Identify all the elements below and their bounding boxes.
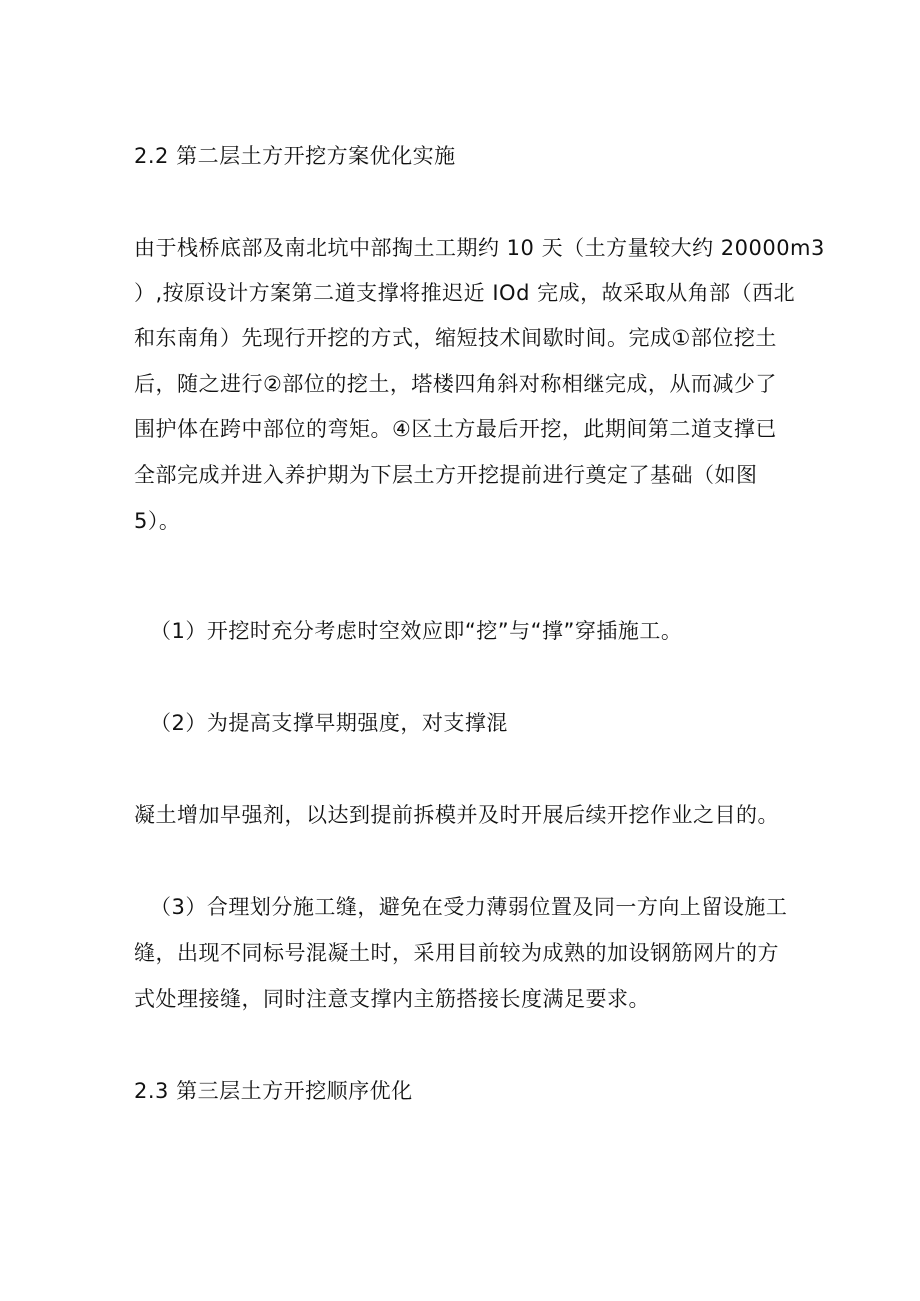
- list-item-3-line: 缝，出现不同标号混凝土时，采用目前较为成熟的加设钢筋网片的方: [134, 941, 779, 965]
- paragraph-line: 全部完成并进入养护期为下层土方开挖提前进行奠定了基础（如图: [134, 463, 758, 487]
- paragraph-line: 围护体在跨中部位的弯矩。④区土方最后开挖，此期间第二道支撑已: [134, 417, 777, 441]
- paragraph-line: 后，随之进行②部位的挖土，塔楼四角斜对称相继完成，从而减少了: [134, 372, 777, 396]
- list-item-3-line: 式处理接缝，同时注意支撑内主筋搭接长度满足要求。: [134, 987, 650, 1011]
- list-item-3-line: （3）合理划分施工缝，避免在受力薄弱位置及同一方向上留设施工: [150, 895, 788, 919]
- list-item-2-continuation: 凝土增加早强剂，以达到提前拆模并及时开展后续开挖作业之目的。: [134, 803, 779, 827]
- paragraph-line: 5）。: [134, 509, 181, 533]
- section-heading-2-3: 2.3 第三层土方开挖顺序优化: [134, 1079, 413, 1103]
- list-item-1: （1）开挖时充分考虑时空效应即“挖”与“撑”穿插施工。: [150, 619, 683, 643]
- paragraph-line: ）,按原设计方案第二道支撑将推迟近 IOd 完成，故采取从角部（西北: [134, 281, 796, 305]
- section-heading-2-2: 2.2 第二层土方开挖方案优化实施: [134, 144, 456, 168]
- paragraph-line: 和东南角）先现行开挖的方式，缩短技术间歇时间。完成①部位挖土: [134, 326, 777, 350]
- paragraph-line: 由于栈桥底部及南北坑中部掏土工期约 10 天（土方量较大约 20000m3: [134, 236, 825, 260]
- list-item-2: （2）为提高支撑早期强度，对支撑混: [150, 711, 508, 735]
